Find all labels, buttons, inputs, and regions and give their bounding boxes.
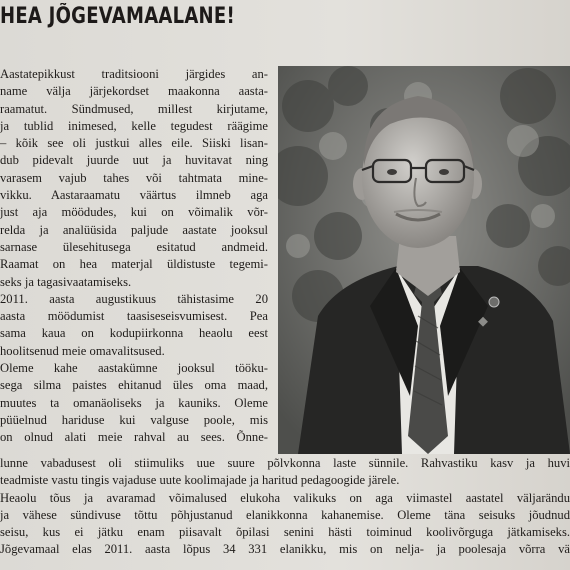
text-line: ja vähese sündivuse tõttu põhjustanud elanikkonna kahanemise. Oleme täna seisuks jõudnud <box>0 507 570 522</box>
text-line: sarnase ülesehitusega esitatud andmeid. <box>0 239 268 254</box>
text-line: Jõgevamaal elas 2011. aasta lõpus 34 331 elanikku, mis on nelja- ja poolesaja võrra vä <box>0 542 570 557</box>
article-headline: HEA JÕGEVAMAALANE! <box>0 4 235 29</box>
text-line: varasem vajub tahes või tahtmata mine- <box>0 170 268 185</box>
text-line: raamatut. Sündmused, millest kirjutame, <box>0 101 268 116</box>
text-line: dub pidevalt juurde uut ja huvitavat ning <box>0 153 268 168</box>
text-line: ja tublid inimesed, kelle tegudest räägime <box>0 118 268 133</box>
text-line: relda ja analüüsida paljude aastate jooksul <box>0 222 268 237</box>
text-line: teadmiste vastu tingis vajaduse uute koolimajade ja haritud pedagoogide järele. <box>0 473 400 488</box>
text-line: sega silma paistes ehitanud üles oma maad, <box>0 378 268 393</box>
text-line: 2011. aasta augustikuus tähistasime 20 <box>0 291 268 306</box>
text-line: aasta möödumist taasiseseisvumisest. Pea <box>0 309 268 324</box>
text-line: Raamat on hea materjal üldistuste tegemi- <box>0 257 268 272</box>
text-line: seisu, kus ei jätku enam piisavalt õpilasi senini hästi toiminud koolivõrguga jätkamiseks. <box>0 525 570 540</box>
text-line: sama kaua on kodupiirkonna heaolu eest <box>0 326 268 341</box>
text-line: just aja möödudes, kui on võimalik võr- <box>0 205 268 220</box>
text-line: seks ja tagasivaatamiseks. <box>0 274 132 289</box>
text-line: vikku. Aastaraamatu väärtus ilmneb aga <box>0 188 268 203</box>
article-full-width-text <box>0 455 570 559</box>
text-line: Heaolu tõus ja avaramad võimalused elukoha valikuks on aga viimastel aastatel väljarändu <box>0 490 570 505</box>
text-line: name välja järjekordset maakonna aasta- <box>0 84 268 99</box>
text-line: on olnud alati meie rahval au sees. Õnne- <box>0 430 268 445</box>
article-column-text <box>0 66 268 447</box>
text-line: muutes ta omanäoliseks ja kauniks. Oleme <box>0 395 268 410</box>
text-line: – kõik see oli justkui alles eile. Siiski lisan- <box>0 136 268 151</box>
text-line: püüelnud hariduse kui valguse poole, mis <box>0 412 268 427</box>
portrait-photo <box>278 66 570 454</box>
text-line: Oleme kahe aastakümne jooksul tööku- <box>0 361 268 376</box>
text-line: Aastatepikkust traditsiooni järgides an- <box>0 67 268 81</box>
text-line: lunne vabadusest oli stiimuliks uue suure põlvkonna laste sünnile. Rahvastiku kasv ja huvi <box>0 456 570 470</box>
text-line: hoolitsenud meie omavalitsused. <box>0 343 165 358</box>
